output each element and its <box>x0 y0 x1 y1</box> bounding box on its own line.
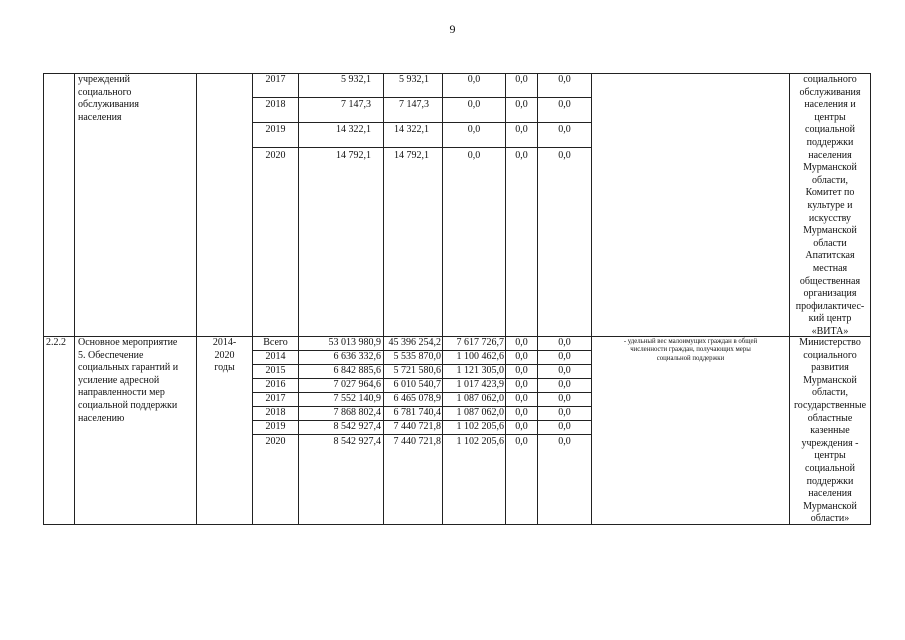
value-cell: 1 087 062,0 <box>456 393 504 404</box>
executor-line: населения <box>808 149 852 161</box>
executor-line: поддержки <box>806 475 854 487</box>
executor-line: области, <box>812 387 848 399</box>
executor-line: профилактичес- <box>795 300 865 312</box>
executor-line: социальной <box>805 124 855 136</box>
executor-line: «ВИТА» <box>811 325 849 337</box>
value-cell: 0,0 <box>515 150 528 161</box>
name-line: 5. Обеспечение <box>78 349 144 361</box>
value-cell: 0,0 <box>558 150 571 161</box>
total-cell: 7 868 802,4 <box>333 407 381 418</box>
value-cell: 6 010 540,7 <box>393 379 441 390</box>
executor-line: областные <box>807 412 853 424</box>
value-cell: 0,0 <box>515 436 528 447</box>
value-cell: 0,0 <box>515 365 528 376</box>
executor-line: Мурманской <box>803 162 857 174</box>
page-number: 9 <box>449 22 456 36</box>
executor-line: Мурманской <box>803 374 857 386</box>
value-cell: 5 932,1 <box>399 74 429 85</box>
value-cell: 1 087 062,0 <box>456 407 504 418</box>
value-cell: 0,0 <box>558 421 571 432</box>
period-line: годы <box>214 362 235 374</box>
name-line: социальной поддержки <box>78 399 178 411</box>
value-cell: 1 017 423,9 <box>456 379 504 390</box>
value-cell: 14 792,1 <box>394 150 429 161</box>
value-cell: 0,0 <box>515 74 528 85</box>
value-cell: 0,0 <box>558 74 571 85</box>
executor-line: государственные <box>793 399 867 411</box>
value-cell: 5 721 580,6 <box>393 365 441 376</box>
value-cell: 0,0 <box>558 99 571 110</box>
year-cell: 2018 <box>265 99 286 110</box>
total-cell: 7 147,3 <box>341 99 371 110</box>
value-cell: 0,0 <box>558 407 571 418</box>
value-cell: 0,0 <box>558 436 571 447</box>
name-line: усиление адресной <box>78 374 160 386</box>
year-cell: 2017 <box>265 74 286 85</box>
value-cell: 0,0 <box>558 379 571 390</box>
executor-line: социальной <box>805 462 855 474</box>
value-cell: 14 322,1 <box>394 124 429 135</box>
value-cell: 1 121 305,0 <box>456 365 504 376</box>
executor-line: Комитет по <box>805 187 855 199</box>
indicator-line: социальной поддержки <box>656 354 725 362</box>
year-cell: 2019 <box>265 421 286 432</box>
executor-line: организация <box>803 288 857 300</box>
executor-line: Апатитская <box>805 250 855 262</box>
name-line: социальных гарантий и <box>78 362 179 374</box>
total-cell: 7 552 140,9 <box>333 393 381 404</box>
name-line: населению <box>78 412 125 424</box>
name-line: обслуживания <box>78 99 139 111</box>
value-cell: 6 465 078,9 <box>393 393 441 404</box>
section1-name <box>78 74 139 124</box>
value-cell: 0,0 <box>558 365 571 376</box>
period-line: 2020 <box>214 349 235 361</box>
indicator-line: - удельный вес малоимущих граждан в общей <box>623 338 758 345</box>
executor-line: Министерство <box>799 337 861 348</box>
executor-line: населения и <box>804 99 856 111</box>
name-line: направленности мер <box>78 387 165 399</box>
executor-line: учреждения - <box>801 437 859 449</box>
year-cell: 2017 <box>265 393 286 404</box>
executor-line: казенные <box>810 425 850 437</box>
year-cell: 2019 <box>265 124 286 135</box>
executor-line: обслуживания <box>799 86 861 98</box>
section2-name <box>78 337 178 425</box>
executor-line: центры <box>814 111 846 123</box>
value-cell: 0,0 <box>558 337 571 348</box>
total-cell: 8 542 927,4 <box>333 421 381 432</box>
year-cell: 2016 <box>265 379 286 390</box>
row-number: 2.2.2 <box>46 337 66 348</box>
value-cell: 0,0 <box>467 99 481 110</box>
name-line: Основное мероприятие <box>78 337 178 348</box>
total-cell: 5 932,1 <box>341 74 371 85</box>
value-cell: 6 781 740,4 <box>393 407 441 418</box>
value-cell: 0,0 <box>467 74 481 85</box>
executor-line: искусству <box>808 212 852 224</box>
executor-line: культуре и <box>807 199 853 211</box>
year-cell: 2015 <box>265 365 286 376</box>
executor-line: социального <box>803 74 857 85</box>
value-cell: 0,0 <box>558 393 571 404</box>
value-cell: 0,0 <box>515 124 528 135</box>
total-cell: 14 322,1 <box>336 124 371 135</box>
total-cell: 6 842 885,6 <box>333 365 381 376</box>
total-cell: 6 636 332,6 <box>333 351 381 362</box>
executor-line: Мурманской <box>803 225 857 237</box>
value-cell: 0,0 <box>467 124 481 135</box>
value-cell: 0,0 <box>558 124 571 135</box>
value-cell: 0,0 <box>515 421 528 432</box>
executor-line: поддержки <box>806 136 854 148</box>
year-cell: 2018 <box>265 407 286 418</box>
value-cell: 1 102 205,6 <box>456 436 504 447</box>
value-cell: 5 535 870,0 <box>393 351 441 362</box>
executor-line: центры <box>814 450 846 462</box>
executor-line: местная <box>812 262 848 274</box>
name-line: населения <box>78 111 122 123</box>
indicator-line: численности граждан, получающих меры <box>630 346 751 354</box>
value-cell: 0,0 <box>515 407 528 418</box>
value-cell: 7 440 721,8 <box>393 436 441 447</box>
year-cell: 2020 <box>265 436 286 447</box>
year-cell: Всего <box>263 337 288 348</box>
total-cell: 7 027 964,6 <box>333 379 381 390</box>
section2-indicator <box>592 338 789 363</box>
value-cell: 7 617 726,7 <box>456 337 504 348</box>
section2-executor <box>790 337 870 526</box>
name-line: социального <box>78 86 132 98</box>
executor-line: развития <box>811 362 849 374</box>
section1-executor <box>790 74 870 338</box>
executor-line: населения <box>808 488 852 500</box>
section2-period <box>197 337 252 375</box>
value-cell: 1 100 462,6 <box>456 351 504 362</box>
executor-line: области» <box>810 513 850 525</box>
value-cell: 7 147,3 <box>399 99 429 110</box>
executor-line: Мурманской <box>803 500 857 512</box>
value-cell: 0,0 <box>467 150 481 161</box>
total-cell: 53 013 980,9 <box>328 337 381 348</box>
executor-line: социального <box>803 349 857 361</box>
value-cell: 0,0 <box>515 379 528 390</box>
executor-line: кий центр <box>808 313 852 325</box>
value-cell: 0,0 <box>515 351 528 362</box>
year-cell: 2014 <box>265 351 286 362</box>
value-cell: 0,0 <box>515 337 528 348</box>
value-cell: 0,0 <box>515 393 528 404</box>
name-line: учреждений <box>78 74 130 85</box>
value-cell: 0,0 <box>515 99 528 110</box>
executor-line: области, <box>812 174 848 186</box>
period-line: 2014- <box>212 337 237 348</box>
value-cell: 1 102 205,6 <box>456 421 504 432</box>
value-cell: 0,0 <box>558 351 571 362</box>
executor-line: области <box>813 237 847 249</box>
value-cell: 45 396 254,2 <box>388 337 441 348</box>
total-cell: 14 792,1 <box>336 150 371 161</box>
executor-line: общественная <box>799 275 861 287</box>
year-cell: 2020 <box>265 150 286 161</box>
value-cell: 7 440 721,8 <box>393 421 441 432</box>
total-cell: 8 542 927,4 <box>333 436 381 447</box>
